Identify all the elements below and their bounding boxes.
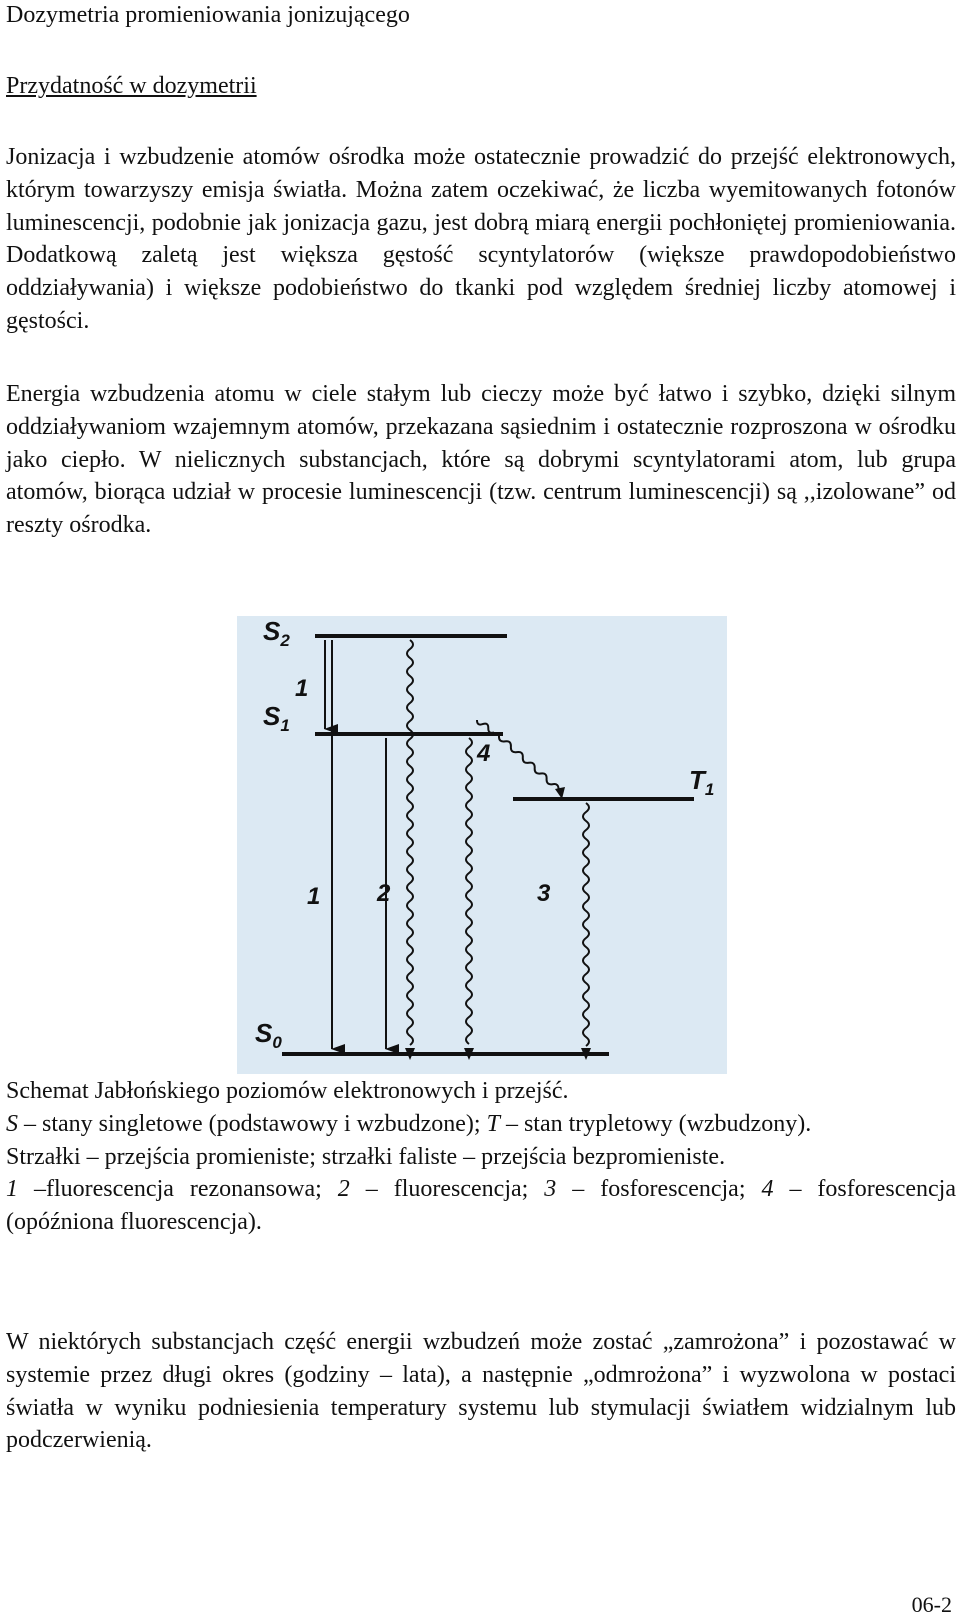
transition-label-phosphorescence: 3	[537, 880, 551, 907]
page-number: 06-2	[911, 1592, 952, 1617]
caption-s-text: – stany singletowe (podstawowy i wzbudzone);	[18, 1110, 487, 1137]
caption-states	[6, 1108, 956, 1141]
caption-num-2: 2	[337, 1176, 350, 1203]
caption-t-symbol: T	[486, 1110, 500, 1137]
level-s0-label: $S_0$	[255, 1018, 282, 1052]
transition-label-intersystem: 4	[477, 740, 491, 767]
jablonski-diagram	[237, 616, 727, 1074]
transition-label-resonance-fluorescence: 1	[307, 883, 321, 910]
transition-label-s2-s1: 1	[295, 675, 309, 702]
caption-text-1: –fluorescencja rezonansowa;	[18, 1176, 338, 1203]
caption-num-3: 3	[544, 1176, 557, 1203]
page-title: Dozymetria promieniowania jonizującego	[6, 2, 410, 28]
wavy-arrow-s1-s0	[466, 738, 472, 1044]
paragraph-scintillation-intro: Jonizacja i wzbudzenie atomów ośrodka może ostatecznie prowadzić do przejść elektronowych, którym towarzyszy emisja światła. Można zatem oczekiwać, że liczba wyemitowanych fotonów luminescencji, podobnie jak jonizacja gazu, jest dobrą miarą energii pochłoniętej promieniowania. Dodatkową zaletą jest większa gęstość scyntylatorów (większe prawdopodobieństwo oddziaływania) i większe podobieństwo do tkanki pod względem średniej liczby atomowej i gęstości.	[6, 144, 956, 334]
caption-arrows: Strzałki – przejścia promieniste; strzałki faliste – przejścia bezpromieniste.	[6, 1143, 726, 1170]
caption-title: Schemat Jabłońskiego poziomów elektronowych i przejść.	[6, 1078, 569, 1104]
caption-text-3: – fosforescencja;	[556, 1176, 762, 1203]
transition-label-fluorescence: 2	[377, 880, 391, 907]
caption-text-4: – fosforescencja (opóźniona fluorescencja).	[6, 1176, 956, 1236]
figure-caption	[6, 1075, 956, 1239]
caption-transitions	[6, 1173, 956, 1239]
paragraph-excitation-energy: Energia wzbudzenia atomu w ciele stałym lub cieczy może być łatwo i szybko, dzięki silnym oddziaływaniom wzajemnym atomów, przekazana sąsiednim i ostatecznie rozproszona w ośrodku jako ciepło. W nielicznych substancjach, które są dobrymi scyntylatorami atom, lub grupa atomów, biorąca udział w procesie luminescencji (tzw. centrum luminescencji) są ,,izolowane” od reszty ośrodka.	[6, 381, 956, 539]
level-s1-label: $S_1$	[263, 701, 290, 735]
caption-t-text: – stan trypletowy (wzbudzony).	[499, 1110, 812, 1137]
level-s2-label: $S_2$	[263, 616, 290, 650]
caption-text-2: – fluorescencja;	[349, 1176, 545, 1203]
caption-num-4: 4	[761, 1176, 774, 1203]
caption-s-symbol: S	[6, 1110, 18, 1137]
wavy-arrow-s1-t1	[499, 736, 559, 790]
caption-num-1: 1	[6, 1176, 18, 1203]
wavy-arrow-s2-s0	[407, 640, 413, 1045]
level-t1-label: $T_1$	[689, 765, 715, 799]
jablonski-diagram-svg	[237, 616, 727, 1074]
section-heading: Przydatność w dozymetrii	[6, 73, 257, 99]
wavy-arrow-t1-s1	[477, 720, 494, 733]
paragraph-frozen-energy: W niektórych substancjach część energii wzbudzeń może zostać „zamrożona” i pozostawać w systemie przez długi okres (godziny – lata), a następnie „odmrożona” i wyzwolona w postaci światła w wyniku podniesienia temperatury systemu lub stymulacji światłem widzialnym lub podczerwienią.	[6, 1329, 956, 1454]
wavy-arrow-t1-s0	[583, 803, 589, 1046]
